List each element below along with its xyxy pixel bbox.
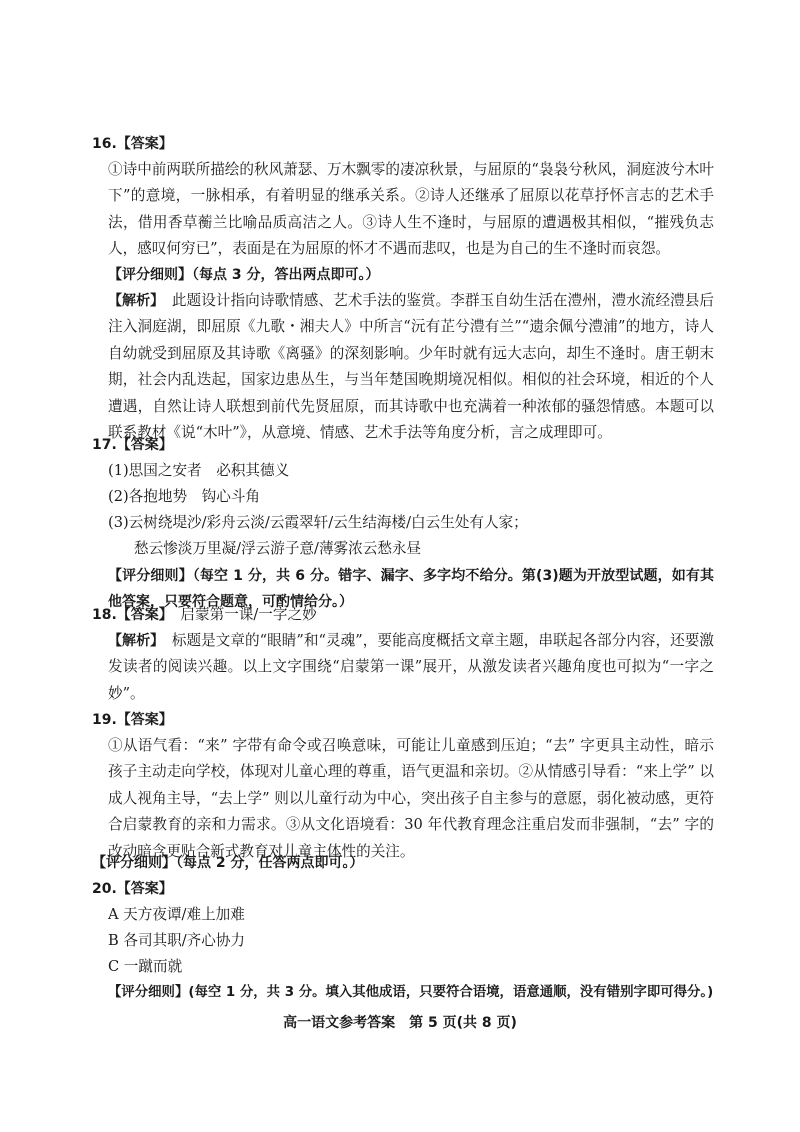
q18-analysis-text: 标题是文章的“眼睛”和“灵魂”，要能高度概括文章主题，串联起各部分内容，还要激发读者的阅读兴趣。以上文字围绕“启蒙第一课”展开，从激发读者兴趣角度也可拟为“一字之妙”。 [108,632,714,702]
q17-heading: 17.【答案】 [92,437,173,453]
q20-option-a: A 天方夜谭/难上加难 [108,906,245,923]
q20-heading: 20.【答案】 [92,881,173,897]
q19-answer: ①从语气看：“来” 字带有命令或召唤意味，可能让儿童感到压迫；“去” 字更具主动性，暗示孩子主动走向学校，体现对儿童心理的尊重，语气更温和亲切。②从情感引导看：“来上学” 以成人视角主导，“去上学” 则以儿童行动为中心，突出孩子自主参与的意愿，弱化被动感，更符合启蒙教育的亲和力需求。③从文化语境看：30 年代教育理念注重启发而非强制，“去” 字的改动暗含更贴合新式教育对儿童主体性的关注。 [108,737,714,860]
q17-item-1: (1)思国之安者 必积其德义 [108,462,290,479]
q17-item-2: (2)各抱地势 钩心斗角 [108,488,261,505]
q20-rubric: 【评分细则】(每空 1 分，共 3 分。填入其他成语，只要符合语境，语意通顺，没有错别字即可得分。) [108,985,714,1000]
q19-heading: 19.【答案】 [92,712,173,728]
q17-rubric: 【评分细则】（每空 1 分，共 6 分。错字、漏字、多字均不给分。第(3)题为开放型试题，如有其他答案，只要符合题意，可酌情给分。） [108,568,714,611]
q20-option-b: B 各司其职/齐心协力 [108,932,246,949]
q18-heading: 18.【答案】 [92,607,166,623]
q16-analysis-text: 此题设计指向诗歌情感、艺术手法的鉴赏。李群玉自幼生活在澧州，澧水流经澧县后注入洞庭湖，即屈原《九歌・湘夫人》中所言“沅有芷兮澧有兰”“遗余佩兮澧浦”的地方，诗人自幼就受到屈原及其诗歌《离骚》的深刻影响。少年时就有远大志向，却生不逢时。唐王朝末期，社会内乱迭起，国家边患丛生，与当年楚国晚期境况相似。相似的社会环境，相近的个人遭遇，自然让诗人联想到前代先贤屈原，而其诗歌中也充满着一种浓郁的骚怨情感。本题可以联系教材《说“木叶”》，从意境、情感、艺术手法等角度分析，言之成理即可。 [108,292,714,442]
q16-analysis-label: 【解析】 [108,293,158,309]
q18-analysis-label: 【解析】 [108,633,158,649]
q19-rubric: 【评分细则】（每点 2 分，任答两点即可。） [92,855,364,871]
q18-analysis [108,628,714,707]
q17-item-3a: (3)云树绕堤沙/彩舟云淡/云霞翠轩/云生结海楼/白云生处有人家； [108,514,528,531]
q16-analysis [108,288,714,446]
q18-heading-line [92,602,317,628]
q16-rubric: 【评分细则】（每点 3 分，答出两点即可。） [108,267,380,283]
q17-item-3b: 愁云惨淡万里凝/浮云游子意/薄雾浓云愁永昼 [134,540,422,557]
q16-heading: 16.【答案】 [92,136,173,152]
q20-option-c: C 一蹴而就 [108,958,183,975]
q16-answer: ①诗中前两联所描绘的秋风萧瑟、万木飘零的凄凉秋景，与屈原的“袅袅兮秋风，洞庭波兮木叶下”的意境，一脉相承，有着明显的继承关系。②诗人还继承了屈原以花草抒怀言志的艺术手法，借用香草蘅兰比喻品质高洁之人。③诗人生不逢时，与屈原的遭遇极其相似，“摧残负志人，感叹何穷已”，表面是在为屈原的怀才不遇而悲叹，也是为自己的生不逢时而哀怨。 [108,161,714,258]
q18-answer: 启蒙第一课/一字之妙 [180,606,317,623]
page-footer: 高一语文参考答案 第 5 页(共 8 页) [283,1015,517,1031]
